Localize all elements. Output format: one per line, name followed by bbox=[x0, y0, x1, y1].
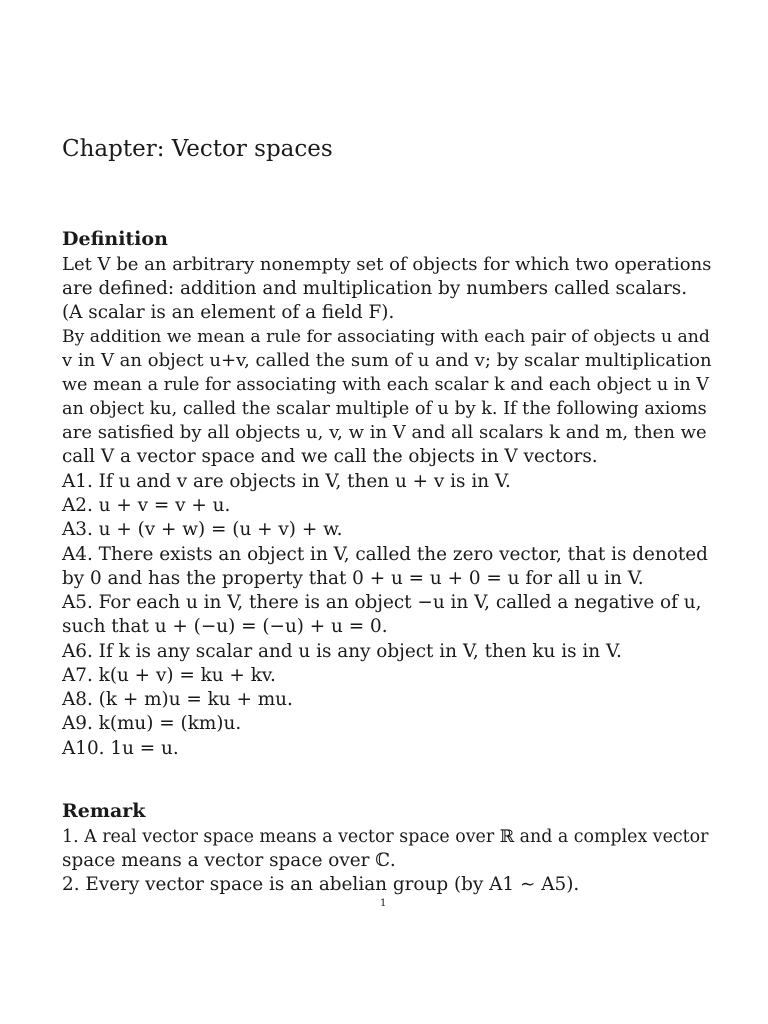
definition-line: Let V be an arbitrary nonempty set of objects for which two operations bbox=[62, 254, 712, 275]
definition-heading: Definition bbox=[62, 228, 168, 250]
axiom-line: A1. If u and v are objects in V, then u + v is in V. bbox=[62, 471, 511, 492]
definition-line: are defined: addition and multiplication by numbers called scalars. bbox=[62, 278, 688, 299]
chapter-title: Chapter: Vector spaces bbox=[62, 136, 333, 162]
axiom-line: A6. If k is any scalar and u is any object in V, then ku is in V. bbox=[62, 641, 622, 662]
axiom-line: A5. For each u in V, there is an object −u in V, called a negative of u, bbox=[62, 592, 702, 613]
remark-line: 1. A real vector space means a vector space over ℝ and a complex vector bbox=[62, 827, 709, 847]
remark-line: 2. Every vector space is an abelian group (by A1 ∼ A5). bbox=[62, 874, 580, 895]
definition-line: v in V an object u+v, called the sum of u and v; by scalar multiplication bbox=[62, 350, 712, 371]
definition-line: (A scalar is an element of a field F). bbox=[62, 302, 395, 323]
axiom-line: A3. u + (v + w) = (u + v) + w. bbox=[62, 519, 343, 540]
axiom-line: such that u + (−u) = (−u) + u = 0. bbox=[62, 616, 388, 637]
axiom-line: A8. (k + m)u = ku + mu. bbox=[62, 689, 293, 710]
remark-line: space means a vector space over ℂ. bbox=[62, 850, 396, 871]
axiom-line: A2. u + v = v + u. bbox=[62, 495, 231, 516]
definition-line: call V a vector space and we call the objects in V vectors. bbox=[62, 446, 598, 467]
page-number: 1 bbox=[380, 898, 387, 909]
definition-line: are satisfied by all objects u, v, w in V and all scalars k and m, then we bbox=[62, 422, 707, 443]
remark-heading: Remark bbox=[62, 800, 146, 822]
definition-line: By addition we mean a rule for associating with each pair of objects u and bbox=[62, 327, 710, 347]
axiom-line: by 0 and has the property that 0 + u = u + 0 = u for all u in V. bbox=[62, 568, 644, 589]
axiom-line: A4. There exists an object in V, called the zero vector, that is denoted bbox=[62, 544, 708, 565]
definition-line: an object ku, called the scalar multiple of u by k. If the following axioms bbox=[62, 399, 707, 419]
axiom-line: A9. k(mu) = (km)u. bbox=[62, 713, 242, 734]
definition-line: we mean a rule for associating with each scalar k and each object u in V bbox=[62, 375, 709, 395]
axiom-line: A10. 1u = u. bbox=[62, 738, 179, 759]
axiom-line: A7. k(u + v) = ku + kv. bbox=[62, 665, 276, 686]
